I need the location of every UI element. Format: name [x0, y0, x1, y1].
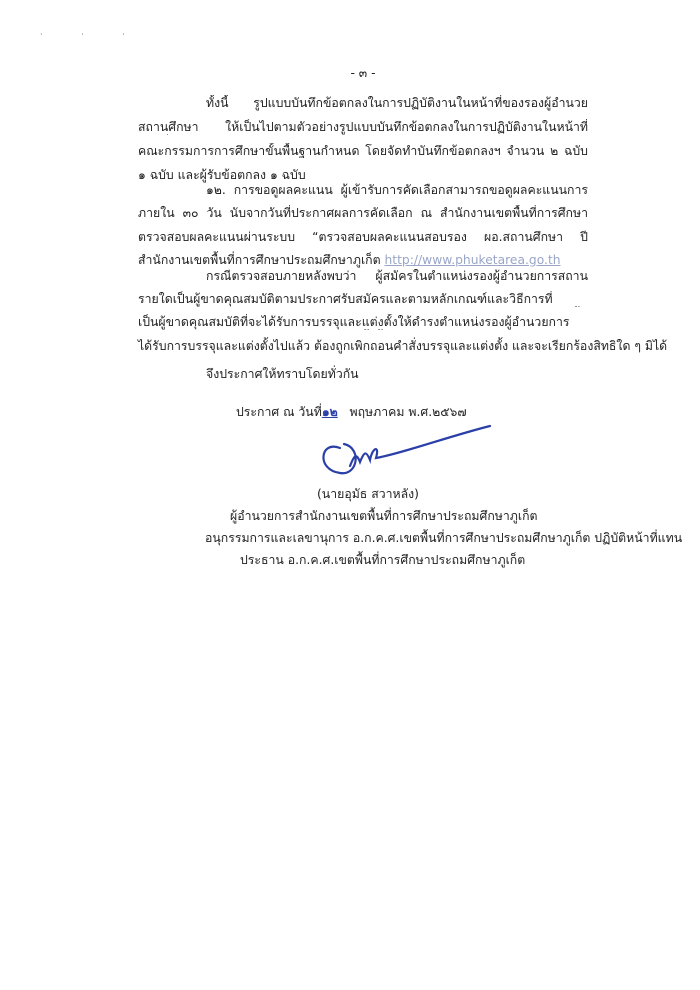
paragraph-1-line-4: ๑ ฉบับ และผู้รับข้อตกลง ๑ ฉบับ: [138, 168, 306, 182]
office-name: สำนักงานเขตพื้นที่การศึกษาประถมศึกษาภูเก็ต: [138, 253, 381, 267]
date-month-year: พฤษภาคม พ.ศ.๒๕๖๗: [349, 405, 467, 419]
paragraph-1-line-2: สถานศึกษา ให้เป็นไปตามตัวอย่างรูปแบบบันทึกข้อตกลงในการปฏิบัติงานในหน้าที่: [138, 120, 588, 134]
paragraph-3-line-2: รายใดเป็นผู้ขาดคุณสมบัติตามประกาศรับสมัครและตามหลักเกณฑ์และวิธีการที่: [138, 292, 553, 306]
date-prefix: ประกาศ ณ วันที่: [236, 405, 322, 419]
signatory-title-3: ประธาน อ.ก.ค.ศ.เขตพื้นที่การศึกษาประถมศึกษาภูเก็ต: [240, 553, 526, 567]
closing-statement: จึงประกาศให้ทราบโดยทั่วกัน: [206, 367, 359, 381]
website-link[interactable]: http://www.phuketarea.go.th: [384, 253, 561, 267]
paragraph-1-line-1: ทั้งนี้ รูปแบบบันทึกข้อตกลงในการปฏิบัติงานในหน้าที่ของรองผู้อำนวย: [206, 96, 588, 110]
paragraph-2-line-2: ภายใน ๓๐ วัน นับจากวันที่ประกาศผลการคัดเลือก ณ สำนักงานเขตพื้นที่การศึกษา: [138, 206, 588, 220]
paragraph-3-line-1: กรณีตรวจสอบภายหลังพบว่า ผู้สมัครในตำแหน่งรองผู้อำนวยการสถาน: [206, 269, 588, 283]
paragraph-2-line-1: ๑๒. การขอดูผลคะแนน ผู้เข้ารับการคัดเลือกสามารถขอดูผลคะแนนการ: [206, 183, 588, 197]
page-number: - ๓ -: [350, 66, 376, 80]
signature: [310, 418, 500, 480]
date-day: ๑๒: [321, 405, 338, 419]
paragraph-1-line-3: คณะกรรมการการศึกษาขั้นพื้นฐานกำหนด โดยจัดทำบันทึกข้อตกลงฯ จำนวน ๒ ฉบับ: [138, 144, 588, 158]
scan-specks: · · ·: [40, 30, 143, 39]
paragraph-2-line-3: ตรวจสอบผลคะแนนผ่านระบบ “ตรวจสอบผลคะแนนสอบรอง ผอ.สถานศึกษา ปี: [138, 230, 588, 244]
signatory-title-1: ผู้อำนวยการสำนักงานเขตพื้นที่การศึกษาประถมศึกษาภูเก็ต: [230, 509, 538, 523]
paragraph-3-line-4: ได้รับการบรรจุและแต่งตั้งไปแล้ว ต้องถูกเพิกถอนคำสั่งบรรจุและแต่งตั้ง และจะเรียกร้องสิทธิใด ๆ มิได้: [138, 339, 668, 353]
paragraph-2-line-4: [138, 252, 588, 268]
paragraph-3-line-3: เป็นผู้ขาดคุณสมบัติที่จะได้รับการบรรจุและแต่งตั้งให้ดำรงตำแหน่งรองผู้อำนวยการ: [138, 315, 570, 329]
signatory-title-2: อนุกรรมการและเลขานุการ อ.ก.ค.ศ.เขตพื้นที่การศึกษาประถมศึกษาภูเก็ต ปฏิบัติหน้าที่แทน: [205, 531, 683, 545]
signatory-name: (นายอุมัธ สวาหลัง): [317, 487, 419, 501]
